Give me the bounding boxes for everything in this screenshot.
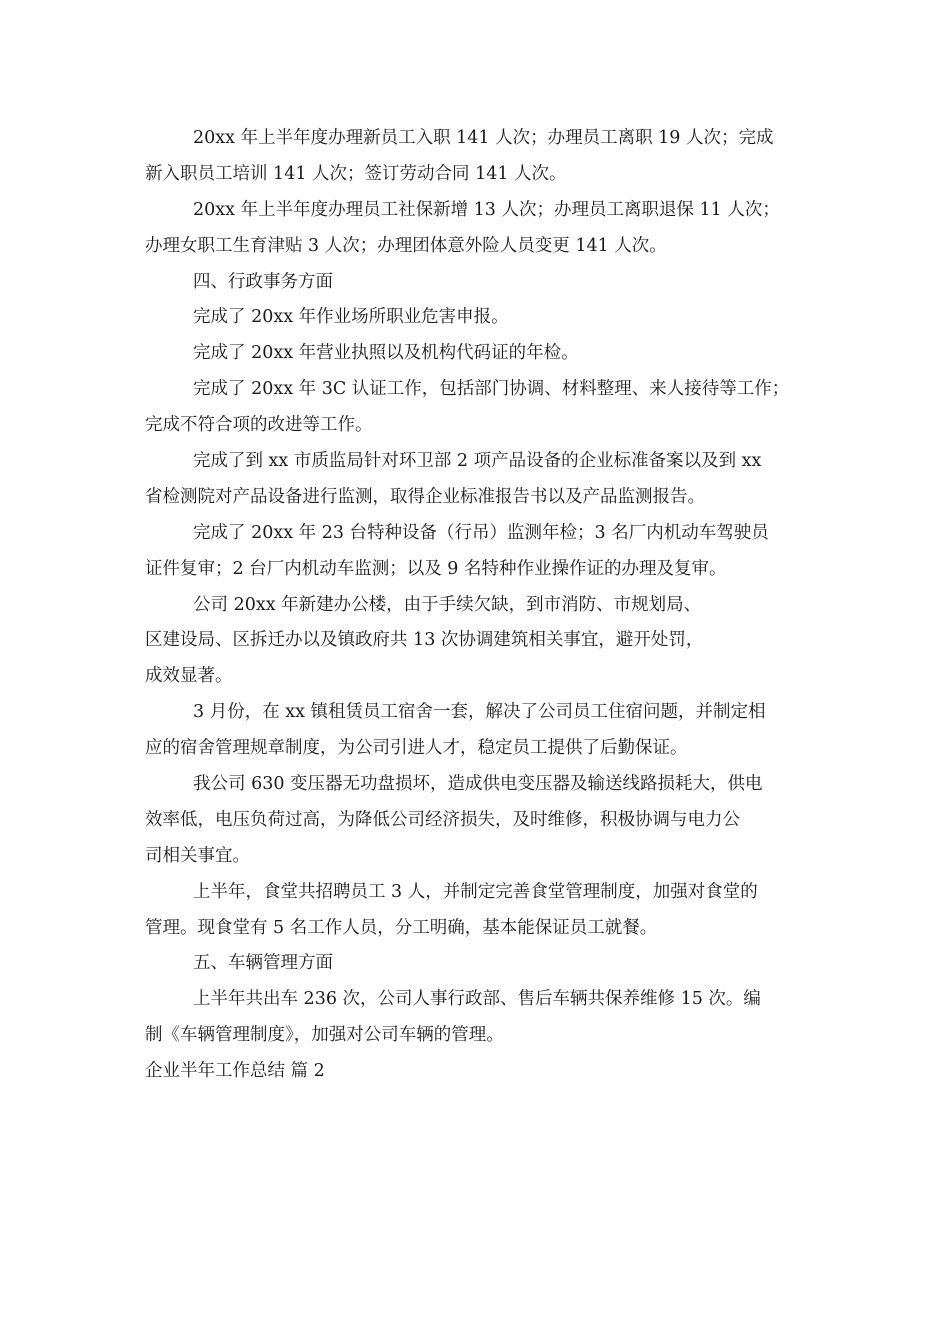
text-line: 完成了 20xx 年 23 台特种设备（行吊）监测年检；3 名厂内机动车驾驶员 [193, 523, 769, 543]
text-line: 完成不符合项的改进等工作。 [145, 415, 373, 435]
text-line: 20xx 年上半年度办理员工社保新增 13 人次；办理员工离职退保 11 人次； [193, 200, 780, 220]
section-heading: 五、车辆管理方面 [193, 953, 333, 973]
text-line: 我公司 630 变压器无功盘损坏，造成供电变压器及输送线路损耗大，供电 [193, 774, 763, 794]
text-line: 完成了到 xx 市质监局针对环卫部 2 项产品设备的企业标准备案以及到 xx [193, 451, 762, 471]
text-line: 公司 20xx 年新建办公楼，由于手续欠缺，到市消防、市规划局、 [193, 595, 702, 615]
text-line: 管理。现食堂有 5 名工作人员，分工明确，基本能保证员工就餐。 [145, 918, 658, 938]
text-line: 完成了 20xx 年 3C 认证工作，包括部门协调、材料整理、来人接待等工作； [193, 379, 790, 399]
text-line: 20xx 年上半年度办理新员工入职 141 人次；办理员工离职 19 人次；完成 [193, 128, 774, 148]
text-line: 新入职员工培训 141 人次；签订劳动合同 141 人次。 [145, 164, 567, 184]
text-line: 办理女职工生育津贴 3 人次；办理团体意外险人员变更 141 人次。 [145, 236, 667, 256]
text-line: 制《车辆管理制度》，加强对公司车辆的管理。 [145, 1025, 504, 1045]
text-line: 司相关事宜。 [145, 846, 250, 866]
text-line: 上半年，食堂共招聘员工 3 人，并制定完善食堂管理制度，加强对食堂的 [193, 882, 758, 902]
text-line: 成效显著。 [145, 666, 233, 686]
text-line: 效率低，电压负荷过高，为降低公司经济损失，及时维修，积极协调与电力公 [145, 810, 740, 830]
text-line: 应的宿舍管理规章制度，为公司引进人才，稳定员工提供了后勤保证。 [145, 738, 688, 758]
text-line: 3 月份，在 xx 镇租赁员工宿舍一套，解决了公司员工住宿问题，并制定相 [193, 702, 766, 722]
document-subtitle: 企业半年工作总结 篇 2 [145, 1061, 325, 1081]
text-line: 区建设局、区拆迁办以及镇政府共 13 次协调建筑相关事宜，避开处罚， [145, 630, 704, 650]
text-line: 完成了 20xx 年作业场所职业危害申报。 [193, 307, 509, 327]
text-line: 省检测院对产品设备进行监测，取得企业标准报告书以及产品监测报告。 [145, 487, 705, 507]
text-line: 上半年共出车 236 次，公司人事行政部、售后车辆共保养维修 15 次。编 [193, 989, 761, 1009]
text-line: 证件复审；2 台厂内机动车监测；以及 9 名特种作业操作证的办理及复审。 [145, 559, 727, 579]
text-line: 完成了 20xx 年营业执照以及机构代码证的年检。 [193, 343, 579, 363]
section-heading: 四、行政事务方面 [193, 272, 333, 292]
